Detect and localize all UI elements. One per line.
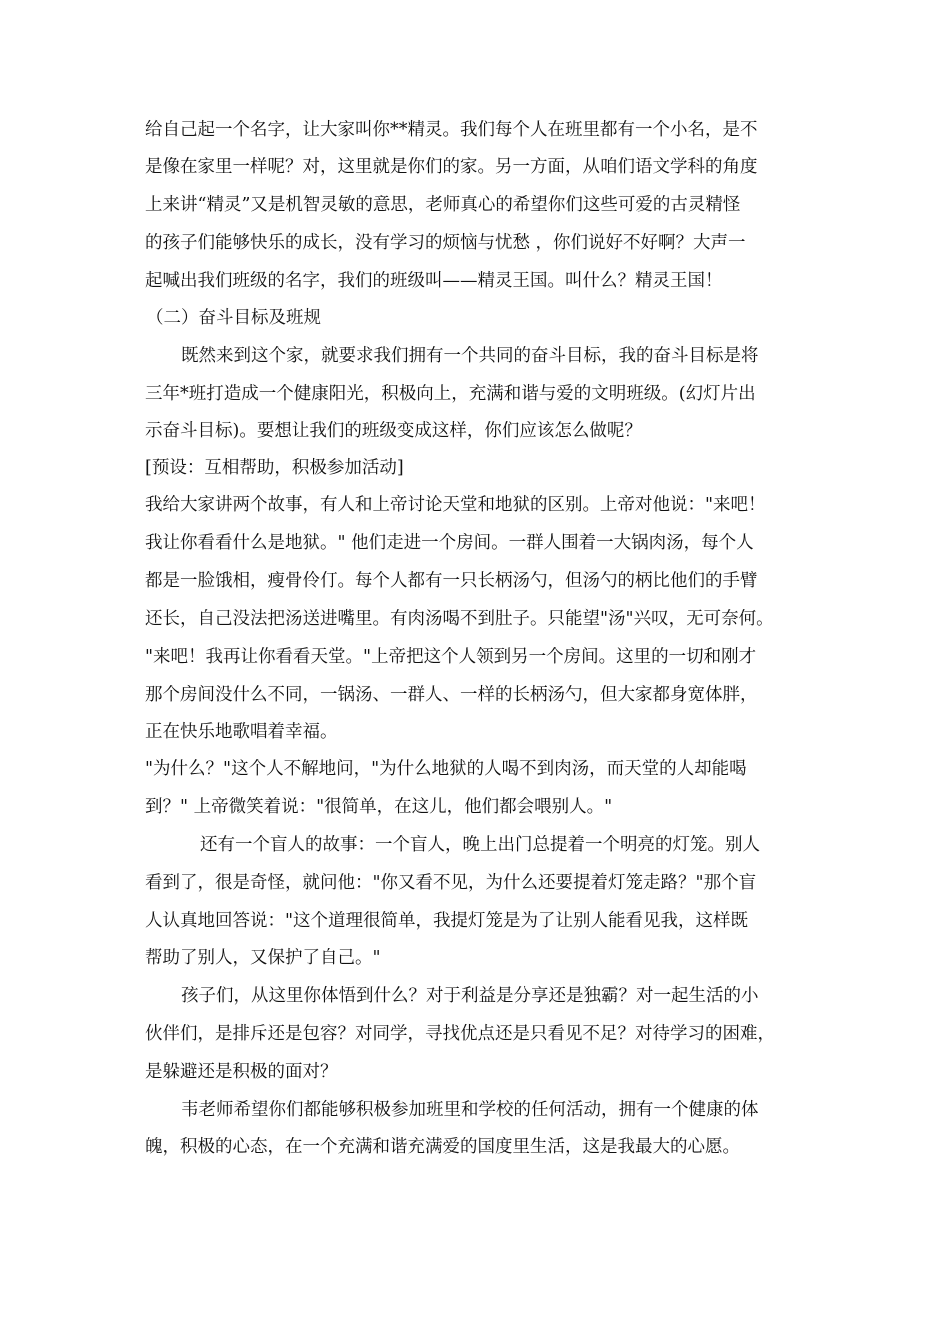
text-line: "来吧！我再让你看看天堂。"上帝把这个人领到另一个房间。这里的一切和刚才 — [145, 647, 757, 667]
section-heading: （二）奋斗目标及班规 — [146, 308, 321, 328]
text-line: 正在快乐地歌唱着幸福。 — [145, 722, 338, 742]
text-line: 还长，自己没法把汤送进嘴里。有肉汤喝不到肚子。只能望"汤"兴叹，无可奈何。 — [145, 609, 774, 629]
text-line: 到？" 上帝微笑着说："很简单，在这儿，他们都会喂别人。" — [145, 797, 613, 817]
text-line: 那个房间没什么不同，一锅汤、一群人、一样的长柄汤勺，但大家都身宽体胖， — [145, 685, 758, 705]
text-line: 伙伴们，是排斥还是包容？对同学，寻找优点还是只看见不足？对待学习的困难， — [145, 1024, 775, 1044]
text-line: "为什么？"这个人不解地问，"为什么地狱的人喝不到肉汤，而天堂的人却能喝 — [145, 759, 747, 779]
text-line: 都是一脸饿相，瘦骨伶仃。每个人都有一只长柄汤勺，但汤勺的柄比他们的手臂 — [145, 571, 758, 591]
text-line: 既然来到这个家，就要求我们拥有一个共同的奋斗目标，我的奋斗目标是将 — [181, 346, 759, 366]
text-line: 韦老师希望你们都能够积极参加班里和学校的任何活动，拥有一个健康的体 — [181, 1100, 759, 1120]
text-line: 帮助了别人，又保护了自己。" — [145, 948, 381, 968]
text-line: [预设：互相帮助，积极参加活动] — [145, 458, 404, 478]
text-line: 是躲避还是积极的面对？ — [145, 1062, 338, 1082]
text-line: 我让你看看什么是地狱。" 他们走进一个房间。一群人围着一大锅肉汤，每个人 — [145, 533, 754, 553]
text-line: 示奋斗目标)。要想让我们的班级变成这样，你们应该怎么做呢？ — [145, 421, 642, 441]
text-line: 的孩子们能够快乐的成长，没有学习的烦恼与忧愁 ，你们说好不好啊？大声一 — [145, 233, 746, 253]
text-line: 魄，积极的心态，在一个充满和谐充满爱的国度里生活，这是我最大的心愿。 — [145, 1137, 740, 1157]
text-line: 孩子们，从这里你体悟到什么？对于利益是分享还是独霸？对一起生活的小 — [181, 986, 759, 1006]
text-line: 上来讲“精灵”又是机智灵敏的意思，老师真心的希望你们这些可爱的古灵精怪 — [145, 195, 741, 215]
text-line: 给自己起一个名字，让大家叫你**精灵。我们每个人在班里都有一个小名，是不 — [145, 120, 758, 140]
text-line: 我给大家讲两个故事，有人和上帝讨论天堂和地狱的区别。上帝对他说："来吧！ — [145, 495, 766, 515]
text-line: 起喊出我们班级的名字，我们的班级叫——精灵王国。叫什么？精灵王国！ — [145, 271, 723, 291]
text-line: 看到了，很是奇怪，就问他："你又看不见，为什么还要提着灯笼走路？"那个盲 — [145, 873, 757, 893]
text-line: 是像在家里一样呢？对，这里就是你们的家。另一方面，从咱们语文学科的角度 — [145, 157, 758, 177]
text-line: 三年*班打造成一个健康阳光，积极向上，充满和谐与爱的文明班级。(幻灯片出 — [145, 384, 756, 404]
text-line: 还有一个盲人的故事：一个盲人，晚上出门总提着一个明亮的灯笼。别人 — [200, 835, 760, 855]
text-line: 人认真地回答说："这个道理很简单，我提灯笼是为了让别人能看见我，这样既 — [145, 911, 749, 931]
